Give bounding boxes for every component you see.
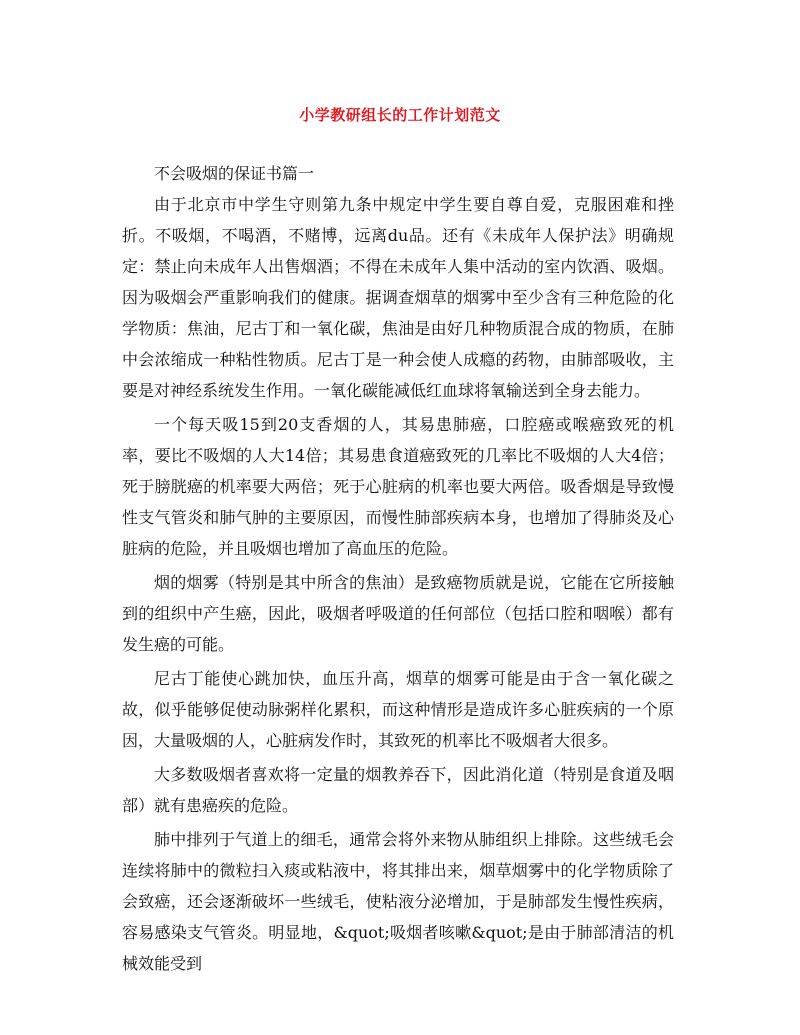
document-title: 小学教研组长的工作计划范文 <box>299 106 501 124</box>
paragraph-6: 肺中排列于气道上的细毛，通常会将外来物从肺组织上排除。这些绒毛会连续将肺中的微粒扫入痰或粘液中，将其排出来，烟草烟雾中的化学物质除了会致癌，还会逐渐破坏一些绒毛，使粘液分泌增加，于是肺部发生慢性疾病，容易感染支气管炎。明显地，&quot;吸烟者咳嗽&quot;是由于肺部清洁的机械效能受到 <box>122 830 674 973</box>
paragraph-2: 一个每天吸15到20支香烟的人，其易患肺癌，口腔癌或喉癌致死的机率，要比不吸烟的人大14倍；其易患食道癌致死的几率比不吸烟的人大4倍；死于膀胱癌的机率要大两倍；死于心脏病的机率也要大两倍。吸香烟是导致慢性支气管炎和肺气肿的主要原因，而慢性肺部疾病本身，也增加了得肺炎及心脏病的危险，并且吸烟也增加了高血压的危险。 <box>122 415 674 558</box>
paragraph-1: 由于北京市中学生守则第九条中规定中学生要自尊自爱，克服困难和挫折。不吸烟，不喝酒，不赌博，远离du品。还有《未成年人保护法》明确规定：禁止向未成年人出售烟酒；不得在未成年人集中活动的室内饮酒、吸烟。因为吸烟会严重影响我们的健康。据调查烟草的烟雾中至少含有三种危险的化学物质：焦油，尼古丁和一氧化碳，焦油是由好几种物质混合成的物质，在肺中会浓缩成一种粘性物质。尼古丁是一种会使人成瘾的药物，由肺部吸收，主要是对神经系统发生作用。一氧化碳能减低红血球将氧输送到全身去能力。 <box>122 195 674 400</box>
paragraph-5: 大多数吸烟者喜欢将一定量的烟教养吞下，因此消化道（特别是食道及咽部）就有患癌疾的危险。 <box>122 765 674 815</box>
paragraph-3: 烟的烟雾（特别是其中所含的焦油）是致癌物质就是说，它能在它所接触到的组织中产生癌，因此，吸烟者呼吸道的任何部位（包括口腔和咽喉）都有发生癌的可能。 <box>122 573 674 654</box>
paragraph-4: 尼古丁能使心跳加快，血压升高，烟草的烟雾可能是由于含一氧化碳之故，似乎能够促使动脉粥样化累积，而这种情形是造成许多心脏疾病的一个原因，大量吸烟的人，心脏病发作时，其致死的机率比不吸烟者大很多。 <box>122 669 674 750</box>
document-body <box>122 158 674 979</box>
section-heading: 不会吸烟的保证书篇一 <box>154 164 315 183</box>
